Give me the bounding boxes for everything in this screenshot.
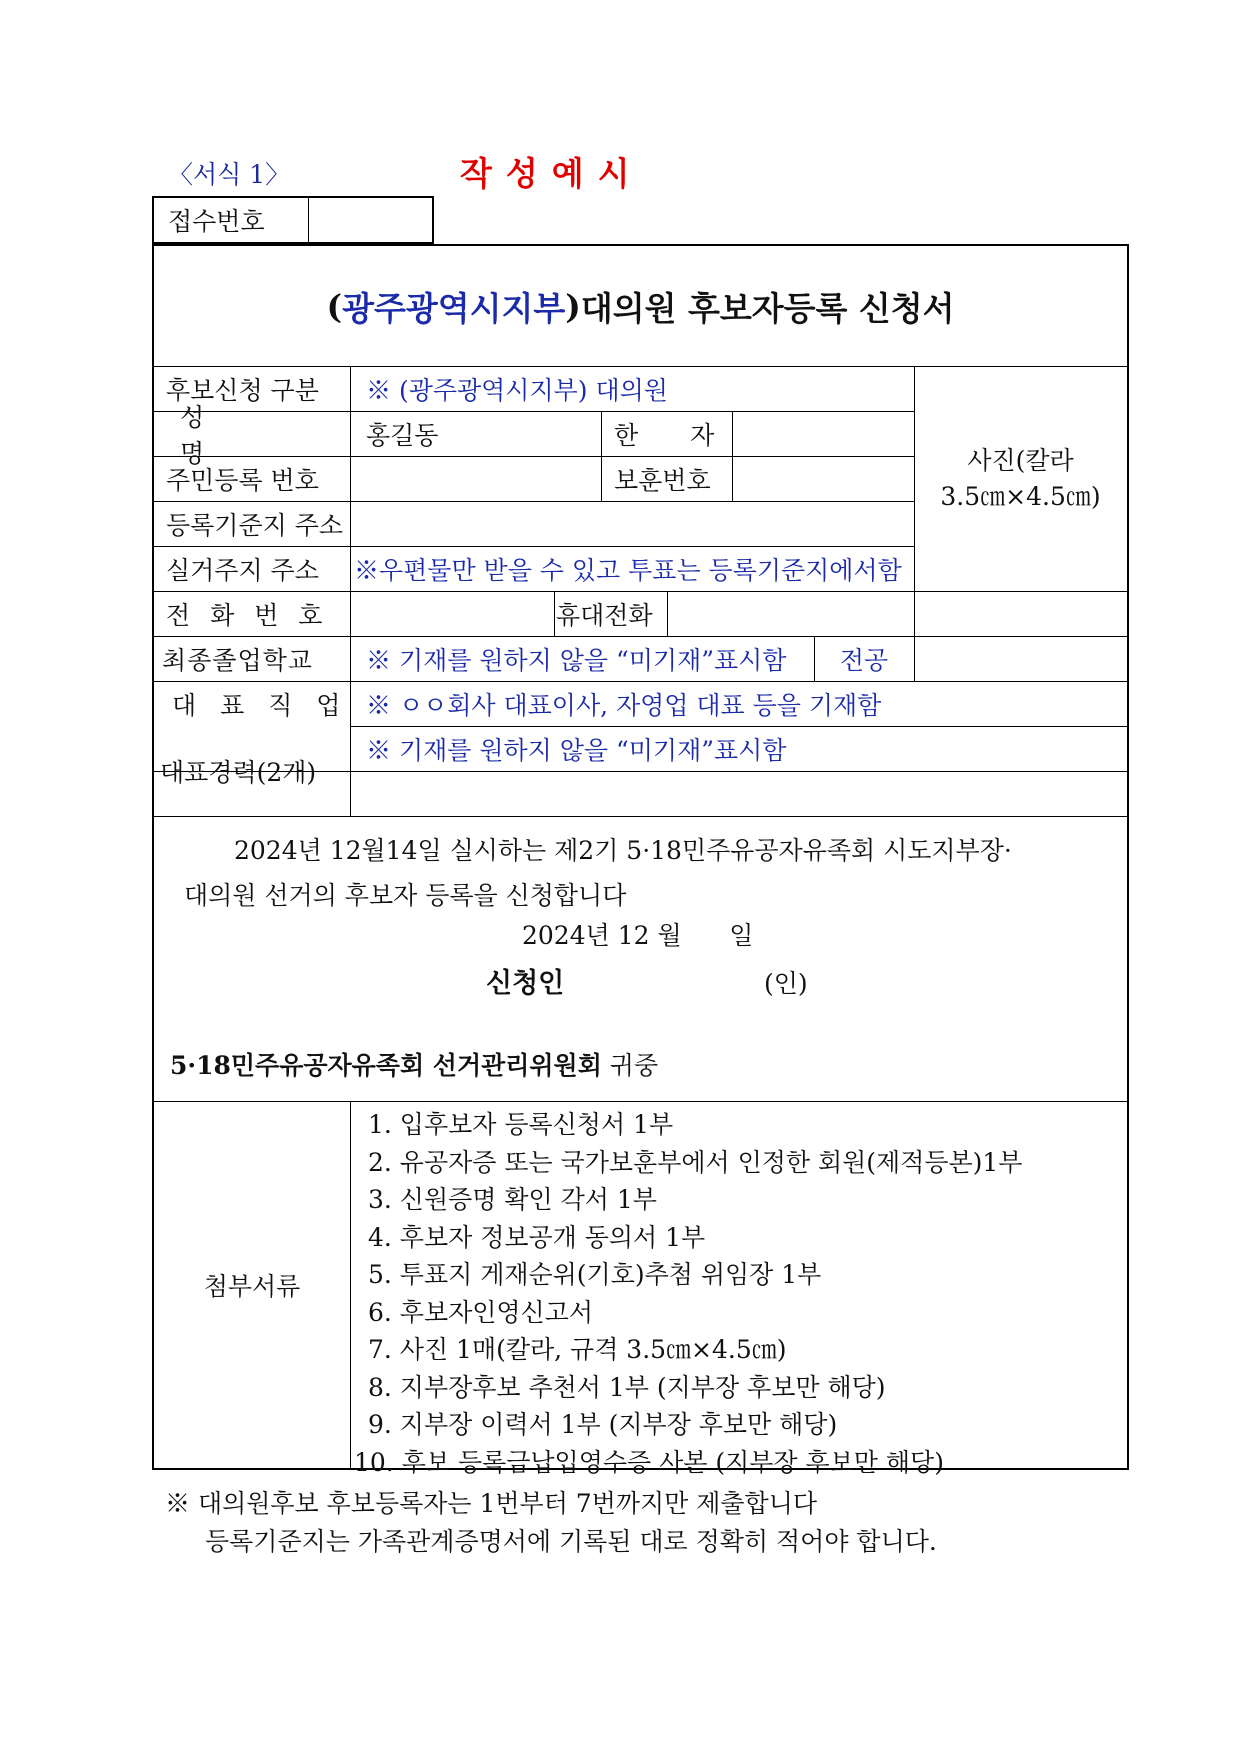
attachment-item: 5. 투표지 게재순위(기호)추첨 위임장 1부 <box>368 1260 822 1289</box>
receipt-number-field[interactable] <box>309 198 432 242</box>
seal-mark: (인) <box>764 969 808 998</box>
registered-address-field[interactable] <box>366 501 906 546</box>
hanja-field[interactable] <box>744 411 909 456</box>
career-field-1[interactable]: ※ 기재를 원하지 않을 “미기재”표시함 <box>366 735 787 765</box>
mobile-label: 휴대전화 <box>556 600 653 630</box>
application-date: 2024년 12 월 일 <box>522 921 754 950</box>
career-label: 대표경력(2개) <box>160 758 317 787</box>
attachment-item: 3. 신원증명 확인 각서 1부 <box>368 1185 657 1214</box>
title-text: 대의원 후보자등록 신청서 <box>580 288 955 328</box>
form-number-label: 〈서식 1〉 <box>168 160 291 189</box>
title-open-paren: ( <box>326 286 343 326</box>
addressee <box>170 1046 658 1082</box>
photo-label-line1: 사진(칼라 <box>967 445 1074 475</box>
receipt-number-label: 접수번호 <box>154 198 309 242</box>
major-field[interactable] <box>918 636 1124 681</box>
photo-label-line2: 3.5㎝×4.5㎝) <box>940 481 1101 511</box>
phone-field[interactable] <box>366 591 551 636</box>
name-label <box>154 402 350 468</box>
resident-number-field[interactable] <box>366 456 596 501</box>
declaration-line2: 대의원 선거의 후보자 등록을 신청합니다 <box>184 881 627 910</box>
job-label: 대 표 직 업 <box>172 690 341 720</box>
hanja-label: 한 자 <box>614 420 715 450</box>
actual-address-label: 실거주지 주소 <box>166 555 319 585</box>
attachment-item: 8. 지부장후보 추천서 1부 (지부장 후보만 해당) <box>368 1372 886 1402</box>
form-title <box>154 246 1127 367</box>
attachments-label: 첨부서류 <box>203 1271 301 1301</box>
receipt-number-box <box>152 196 434 244</box>
photo-box[interactable] <box>914 366 1127 591</box>
career-field-2[interactable] <box>366 771 1121 816</box>
attachment-item: 10. 후보 등록금납입영수증 사본 (지부장 후보만 해당) <box>354 1447 944 1477</box>
registered-address-label: 등록기준지 주소 <box>166 510 343 540</box>
school-label: 최종졸업학교 <box>162 645 313 675</box>
job-field[interactable]: ※ ㅇㅇ회사 대표이사, 자영업 대표 등을 기재함 <box>366 690 882 720</box>
attachment-item: 7. 사진 1매(칼라, 규격 3.5㎝×4.5㎝) <box>368 1335 787 1364</box>
attachment-item: 4. 후보자 정보공개 동의서 1부 <box>368 1222 706 1252</box>
attachment-item: 6. 후보자인영신고서 <box>368 1297 593 1327</box>
resident-number-label: 주민등록 번호 <box>166 465 319 495</box>
attachments-list <box>354 1106 1022 1481</box>
name-label-text: 성 명 <box>180 402 205 468</box>
phone-label: 전 화 번 호 <box>166 600 323 630</box>
application-form <box>152 244 1129 1477</box>
major-label: 전공 <box>839 645 889 675</box>
name-field[interactable]: 홍길동 <box>366 420 439 450</box>
veteran-number-field[interactable] <box>744 456 909 501</box>
mobile-field[interactable] <box>674 591 910 636</box>
veteran-number-label: 보훈번호 <box>614 465 711 495</box>
attachment-item: 2. 유공자증 또는 국가보훈부에서 인정한 회원(제적등본)1부 <box>368 1147 1023 1177</box>
applicant-label: 신청인 <box>486 968 565 999</box>
category-field[interactable]: ※ (광주광역시지부) 대의원 <box>366 375 668 405</box>
category-label: 후보신청 구분 <box>166 375 319 405</box>
attachment-item: 9. 지부장 이력서 1부 (지부장 후보만 해당) <box>368 1410 838 1439</box>
addressee-name: 5·18민주유공자유족회 선거관리위원회 <box>170 1051 602 1080</box>
title-close-paren: ) <box>565 286 581 326</box>
title-branch: 광주광역시지부 <box>342 288 566 328</box>
declaration-line1: 2024년 12월14일 실시하는 제2기 5·18민주유공자유족회 시도지부장· <box>234 836 1012 865</box>
actual-address-field[interactable]: ※우편물만 받을 수 있고 투표는 등록기준지에서함 <box>354 555 902 585</box>
attachment-item: 1. 입후보자 등록신청서 1부 <box>368 1110 674 1139</box>
school-field[interactable]: ※ 기재를 원하지 않을 “미기재”표시함 <box>366 645 787 675</box>
addressee-honorific: 귀중 <box>609 1051 659 1080</box>
example-title: 작성예시 <box>460 154 644 193</box>
footnote-line2: 등록기준지는 가족관계증명서에 기록된 대로 정확히 적어야 합니다. <box>205 1527 937 1556</box>
footnote-line1: ※ 대의원후보 후보등록자는 1번부터 7번까지만 제출합니다 <box>165 1489 817 1518</box>
